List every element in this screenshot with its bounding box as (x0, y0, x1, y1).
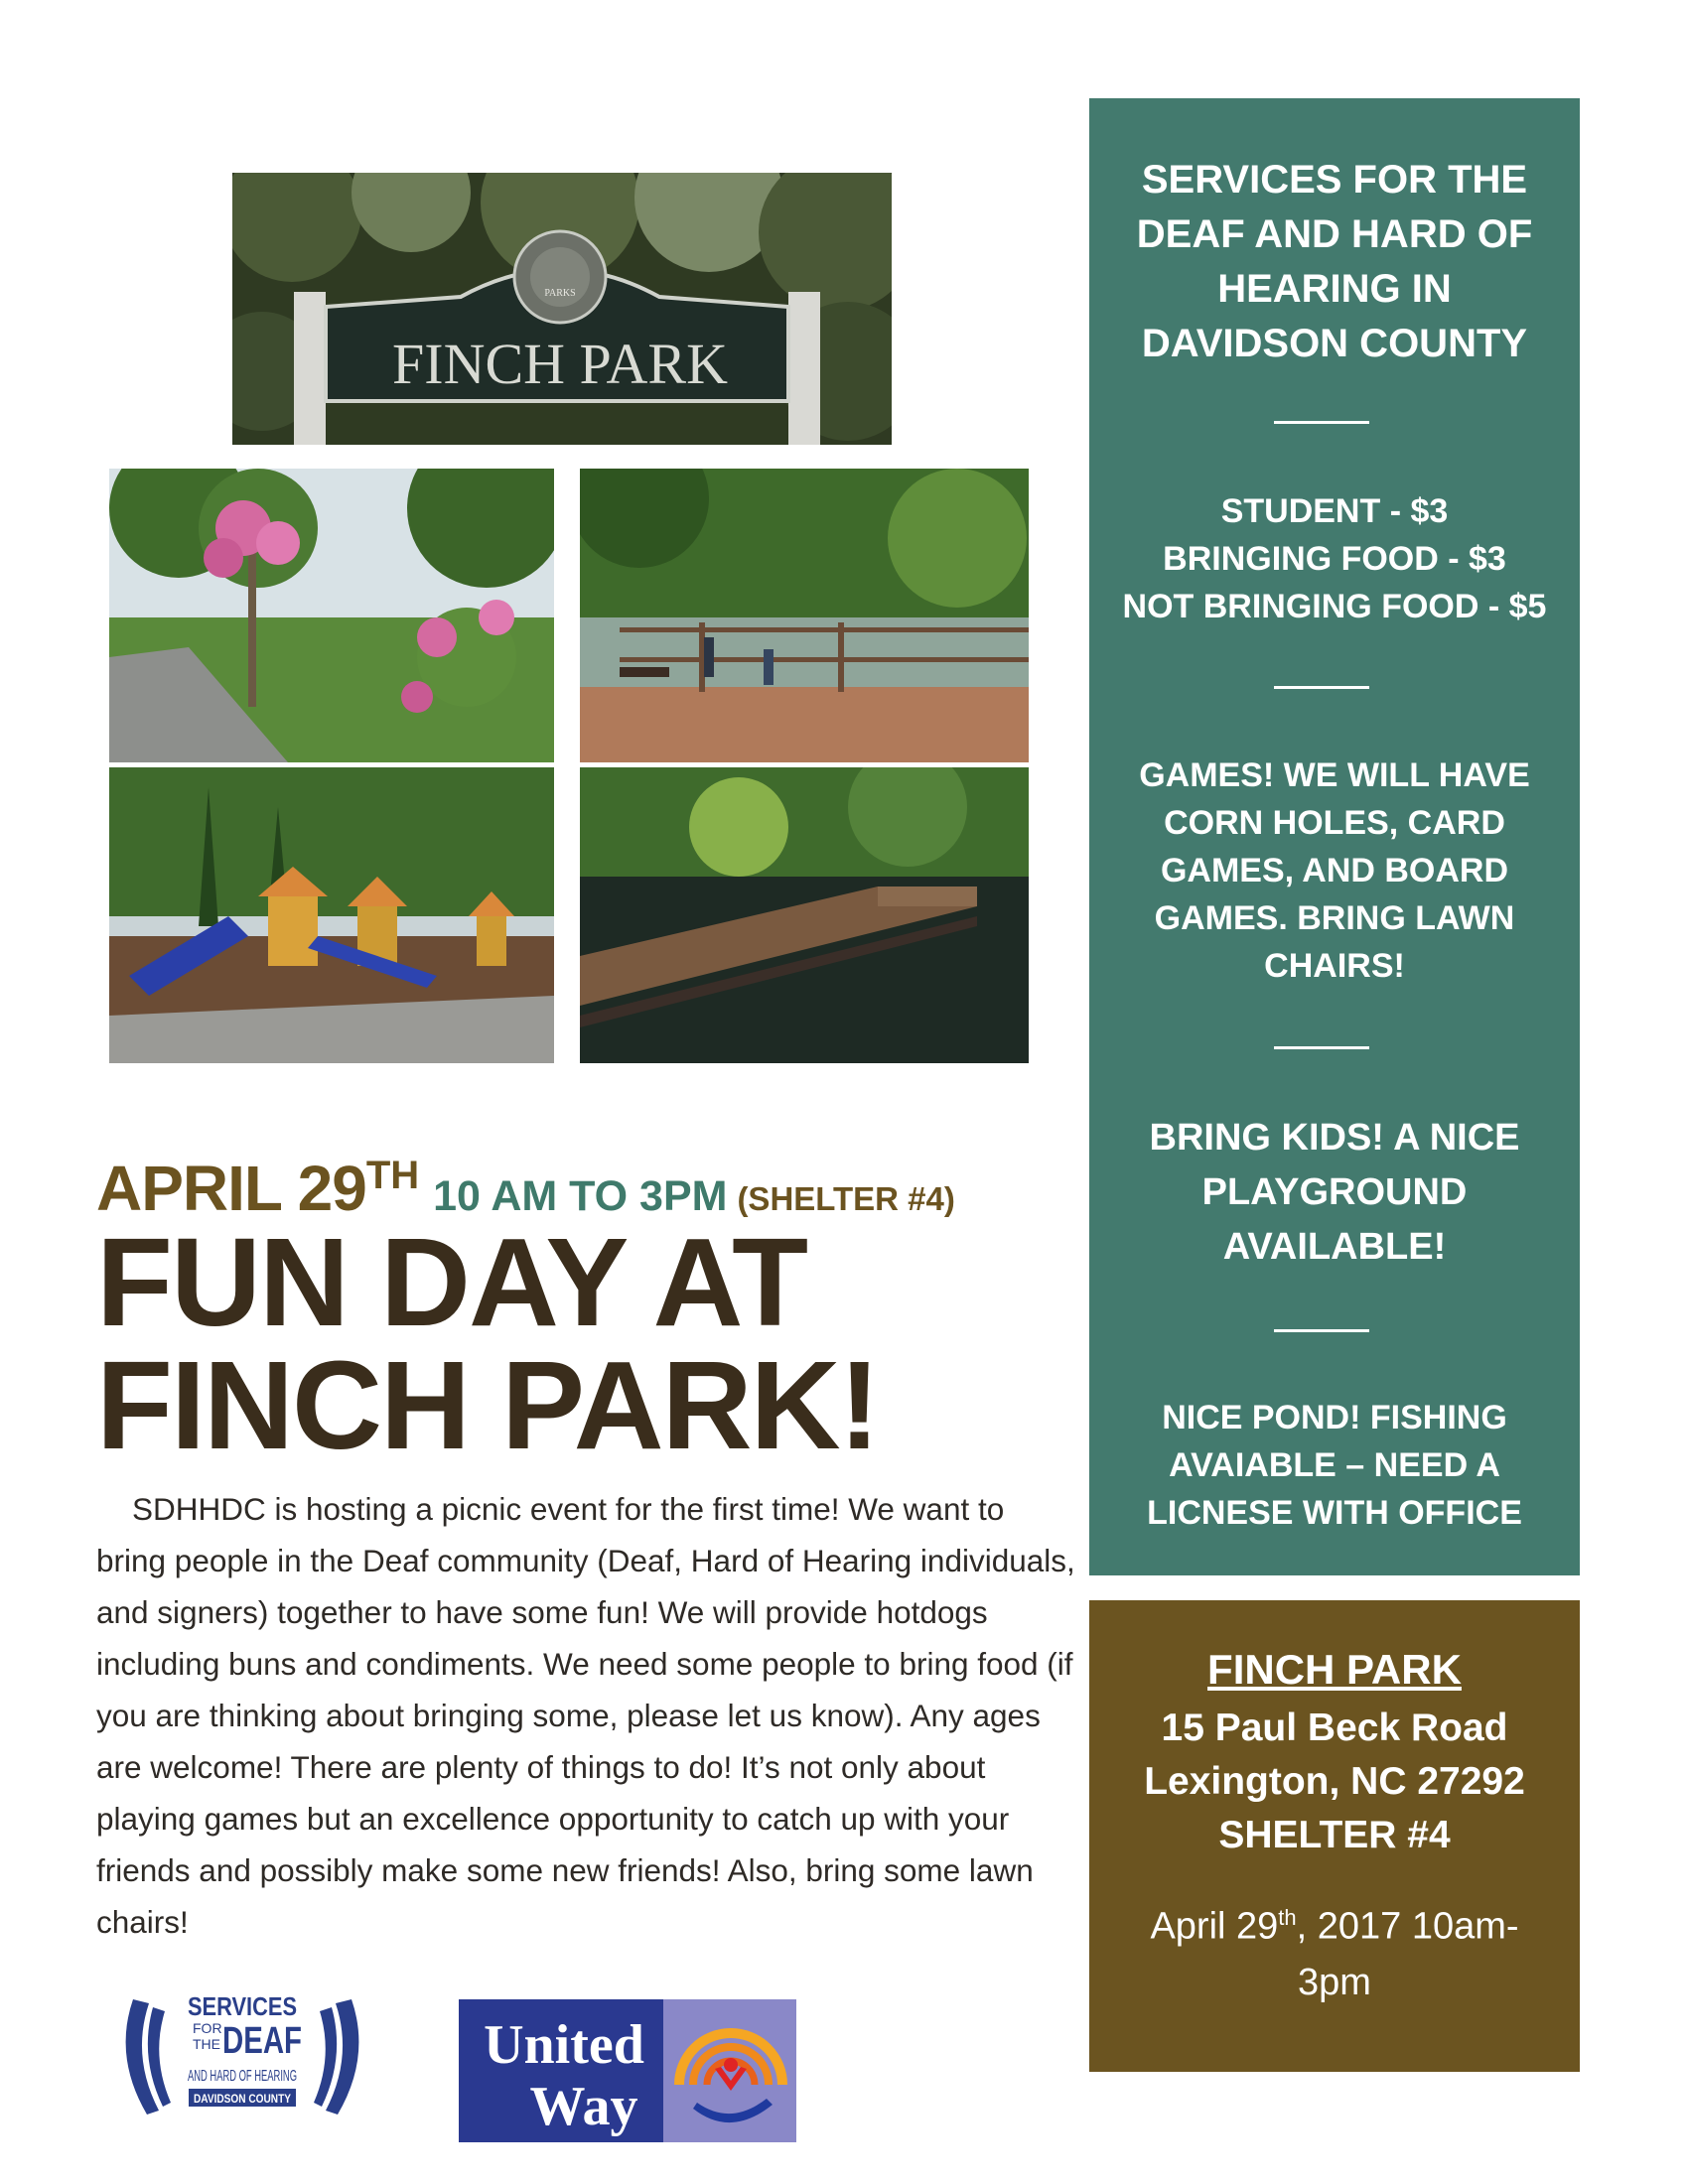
location-shelter: SHELTER #4 (1218, 1814, 1451, 1856)
event-date-suffix: TH (365, 1154, 420, 1197)
sfd-line4: DEAF (222, 2020, 302, 2062)
info-sidebar (1089, 98, 1580, 1575)
event-description: SDHHDC is hosting a picnic event for the first time! We want to bring people in the Deaf community (Deaf, Hard of Hearing individuals, and signers) together to have some fun! We will provide hotdogs including buns and condiments. We need some people to bring food (if you are thinking about bringing some, please let us know). Any ages are welcome! There are plenty of things to do! It’s not only about playing games but an excellence opportunity to catch up with your friends and possibly make some new friends! Also, bring some lawn chairs! (96, 1491, 1075, 1940)
finch-park-sign-photo (232, 173, 892, 445)
divider (1274, 1329, 1369, 1332)
united-way-logo (459, 1999, 796, 2142)
event-title (96, 1212, 990, 1475)
divider (1274, 1046, 1369, 1049)
location-name: FINCH PARK (1207, 1646, 1462, 1693)
event-shelter: (SHELTER #4) (737, 1180, 955, 1217)
sfd-line5: AND HARD OF HEARING (188, 2068, 297, 2085)
location-date: April 29 (1150, 1905, 1279, 1948)
location-datetime (1089, 1890, 1580, 2010)
sfd-line1: SERVICES (188, 1991, 297, 2021)
united-way-line2: Way (529, 2076, 638, 2137)
sfd-line6: DAVIDSON COUNTY (194, 2092, 291, 2106)
pond-info: NICE POND! FISHING AVAIABLE – NEED A LICNESE WITH OFFICE (1147, 1399, 1522, 1532)
pond-dock-photo (580, 767, 1029, 1063)
price-bringing-food: BRINGING FOOD - $3 (1163, 540, 1506, 578)
location-panel (1089, 1600, 1580, 2072)
united-way-line1: United (484, 2014, 644, 2076)
price-list (1089, 487, 1580, 630)
location-street: 15 Paul Beck Road (1161, 1706, 1508, 1749)
playground-photo (109, 767, 554, 1063)
org-name: SERVICES FOR THE DEAF AND HARD OF HEARING IN DAVIDSON COUNTY (1136, 158, 1533, 365)
price-student: STUDENT - $3 (1220, 492, 1449, 530)
sfd-line2: FOR (193, 2020, 222, 2036)
event-date: APRIL 29 (96, 1153, 366, 1224)
kids-info: BRING KIDS! A NICE PLAYGROUND AVAILABLE! (1149, 1117, 1520, 1268)
location-end-time: 3pm (1298, 1961, 1371, 2003)
location-address (1089, 1702, 1580, 1862)
emblem-text: PARKS (544, 288, 576, 299)
crepe-myrtle-path-photo (109, 469, 554, 762)
games-info: GAMES! WE WILL HAVE CORN HOLES, CARD GAMES, AND BOARD GAMES. BRING LAWN CHAIRS! (1139, 756, 1530, 985)
sign-text: FINCH PARK (392, 332, 728, 396)
location-date-suffix: th (1278, 1905, 1297, 1930)
location-city: Lexington, NC 27292 (1144, 1760, 1525, 1803)
divider (1274, 421, 1369, 424)
pond-fishing-photo (580, 469, 1029, 762)
sfd-line3: THE (193, 2036, 220, 2052)
services-for-the-deaf-logo (119, 1989, 365, 2124)
event-time: 10 AM TO 3PM (433, 1172, 728, 1220)
event-title-line1: FUN DAY AT (96, 1212, 807, 1352)
price-not-bringing-food: NOT BRINGING FOOD - $5 (1122, 588, 1547, 625)
divider (1274, 686, 1369, 689)
event-title-line2: FINCH PARK! (96, 1335, 879, 1475)
location-date-time: , 2017 10am- (1296, 1905, 1519, 1948)
